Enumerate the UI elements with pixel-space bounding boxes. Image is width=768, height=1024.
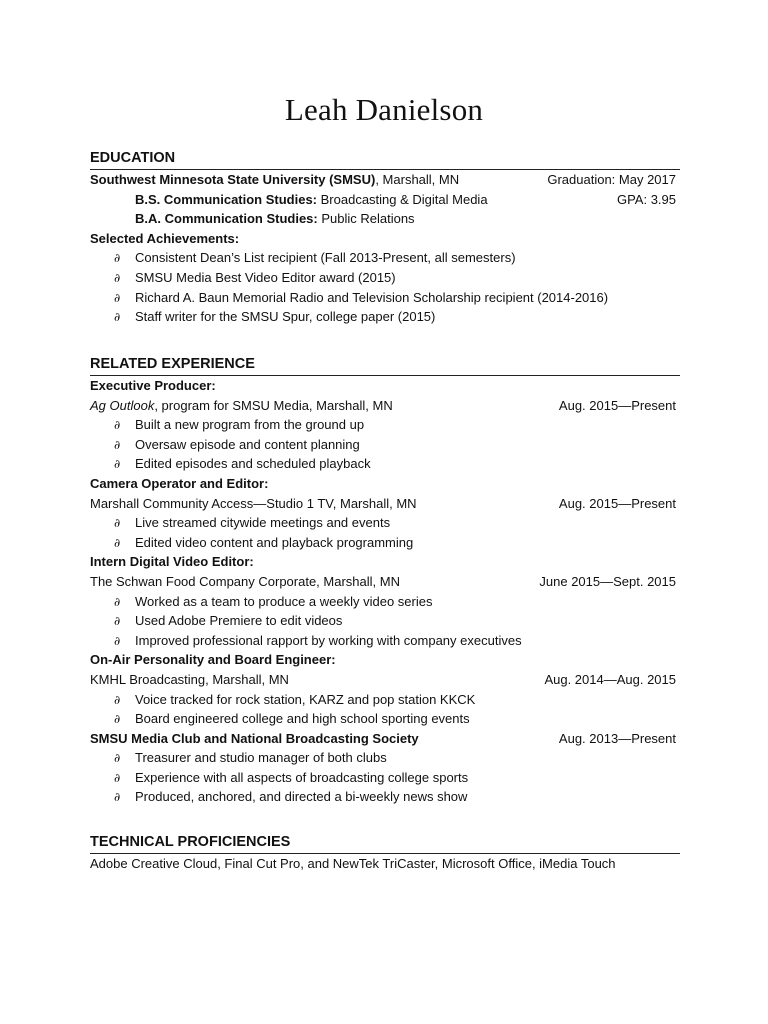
ba-degree-line <box>90 209 680 229</box>
list-item-text: Produced, anchored, and directed a bi-weekly news show <box>135 789 468 805</box>
job-role: Camera Operator and Editor: <box>90 475 269 491</box>
bullet-icon: ∂ <box>114 310 121 325</box>
technical-text: Adobe Creative Cloud, Final Cut Pro, and NewTek TriCaster, Microsoft Office, iMedia Touch <box>90 856 616 871</box>
ba-degree-label: B.A. Communication Studies: <box>135 211 318 227</box>
job-role: On-Air Personality and Board Engineer: <box>90 652 336 668</box>
job-dates: June 2015—Sept. 2015 <box>539 573 676 589</box>
list-item-text: Richard A. Baun Memorial Radio and Television Scholarship recipient (2014-2016) <box>135 289 609 305</box>
gpa: GPA: 3.95 <box>616 191 676 207</box>
job-org-italic: Ag Outlook <box>90 397 155 413</box>
job-org: KMHL Broadcasting, Marshall, MN <box>90 671 289 687</box>
bullet-icon: ∂ <box>114 251 121 266</box>
list-item <box>90 631 680 651</box>
club-line <box>90 729 680 749</box>
list-item <box>90 611 680 631</box>
job-org-line <box>90 670 680 690</box>
list-item <box>90 513 680 533</box>
job-org-line <box>90 572 680 592</box>
school-name: Southwest Minnesota State University (SMSU) <box>90 172 376 187</box>
job-role: Executive Producer: <box>90 378 216 393</box>
job-dates: Aug. 2015—Present <box>558 397 676 413</box>
bullet-icon: ∂ <box>114 790 121 805</box>
list-item-text: Edited episodes and scheduled playback <box>135 456 371 472</box>
bs-degree-value: Broadcasting & Digital Media <box>317 191 488 207</box>
bullet-icon: ∂ <box>114 751 121 766</box>
list-item-text: Edited video content and playback programming <box>135 534 414 550</box>
list-item <box>90 533 680 553</box>
list-item-text: Treasurer and studio manager of both clubs <box>135 750 387 766</box>
job-org: Marshall Community Access—Studio 1 TV, Marshall, MN <box>90 495 417 511</box>
list-item <box>90 454 680 474</box>
graduation-date: Graduation: May 2017 <box>547 172 676 187</box>
club-dates: Aug. 2013—Present <box>558 730 676 746</box>
bullet-icon: ∂ <box>114 770 121 785</box>
list-item-text: SMSU Media Best Video Editor award (2015) <box>135 269 396 285</box>
list-item <box>90 307 680 327</box>
bullet-icon: ∂ <box>114 692 121 707</box>
bullet-icon: ∂ <box>114 594 121 609</box>
list-item-text: Improved professional rapport by working with company executives <box>135 632 522 648</box>
list-item-text: Board engineered college and high school sporting events <box>135 711 470 727</box>
list-item-text: Live streamed citywide meetings and events <box>135 515 391 531</box>
list-item-text: Experience with all aspects of broadcasting college sports <box>135 769 469 785</box>
list-item <box>90 592 680 612</box>
list-item <box>90 435 680 455</box>
list-item-text: Worked as a team to produce a weekly video series <box>135 593 433 609</box>
achievements-label: Selected Achievements: <box>90 230 240 246</box>
job-org-line <box>90 494 680 514</box>
job-org: , program for SMSU Media, Marshall, MN <box>154 397 393 413</box>
bs-degree-label: B.S. Communication Studies: <box>135 191 318 207</box>
technical-section <box>90 833 680 874</box>
club-role: SMSU Media Club and National Broadcasting Society <box>90 730 419 746</box>
bs-degree-line <box>90 190 680 210</box>
list-item-text: Oversaw episode and content planning <box>135 436 360 452</box>
education-section <box>90 149 680 327</box>
list-item <box>90 690 680 710</box>
bullet-icon: ∂ <box>114 418 121 433</box>
bullet-icon: ∂ <box>114 633 121 648</box>
job-role: Intern Digital Video Editor: <box>90 554 254 570</box>
list-item-text: Consistent Dean’s List recipient (Fall 2013-Present, all semesters) <box>135 250 516 266</box>
school-location: , Marshall, MN <box>375 172 460 187</box>
bullet-icon: ∂ <box>114 290 121 305</box>
technical-heading: TECHNICAL PROFICIENCIES <box>90 833 680 854</box>
job-org-line <box>90 396 680 416</box>
list-item <box>90 268 680 288</box>
bullet-icon: ∂ <box>114 614 121 629</box>
job-dates: Aug. 2014—Aug. 2015 <box>544 671 676 687</box>
list-item <box>90 768 680 788</box>
list-item <box>90 787 680 807</box>
bullet-icon: ∂ <box>114 516 121 531</box>
list-item <box>90 415 680 435</box>
candidate-name: Leah Danielson <box>284 92 484 127</box>
job-dates: Aug. 2015—Present <box>558 495 676 511</box>
bullet-icon: ∂ <box>114 270 121 285</box>
bullet-icon: ∂ <box>114 457 121 472</box>
school-line <box>90 170 680 190</box>
list-item <box>90 248 680 268</box>
list-item-text: Used Adobe Premiere to edit videos <box>135 613 343 629</box>
list-item-text: Staff writer for the SMSU Spur, college paper (2015) <box>135 309 436 325</box>
list-item-text: Built a new program from the ground up <box>135 417 365 433</box>
bullet-icon: ∂ <box>114 535 121 550</box>
job-org: The Schwan Food Company Corporate, Marshall, MN <box>90 573 400 589</box>
education-heading: EDUCATION <box>90 149 680 170</box>
bullet-icon: ∂ <box>114 712 121 727</box>
experience-section <box>90 355 680 807</box>
list-item <box>90 288 680 308</box>
list-item <box>90 748 680 768</box>
list-item <box>90 709 680 729</box>
ba-degree-value: Public Relations <box>317 211 415 227</box>
list-item-text: Voice tracked for rock station, KARZ and pop station KKCK <box>135 691 476 707</box>
experience-heading: RELATED EXPERIENCE <box>90 355 680 376</box>
bullet-icon: ∂ <box>114 437 121 452</box>
